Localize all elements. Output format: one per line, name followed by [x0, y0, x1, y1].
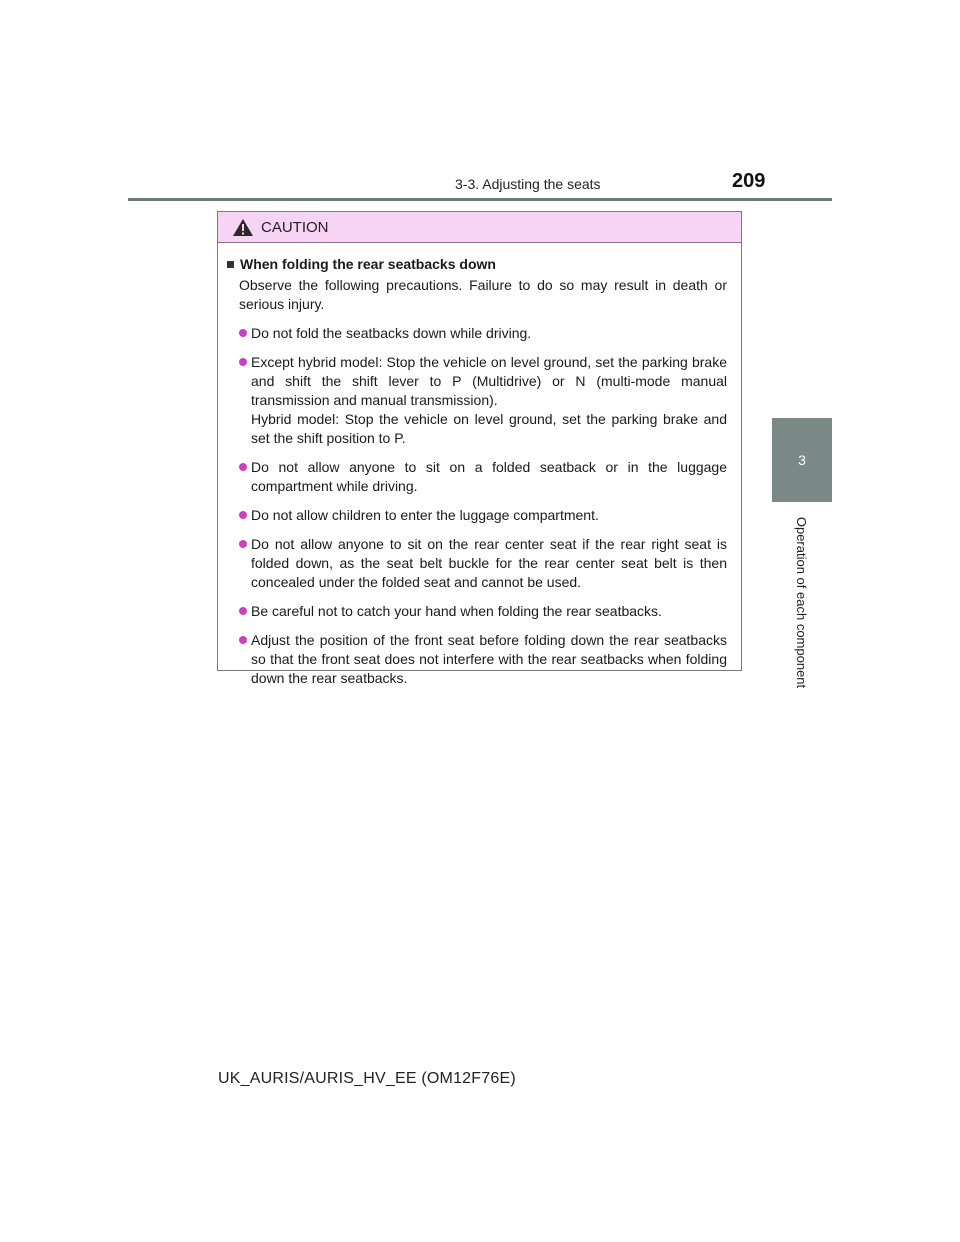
caution-item: [239, 458, 727, 496]
chapter-title-text: Operation of each component: [794, 516, 810, 688]
caution-item-paragraph: Do not allow anyone to sit on the rear center seat if the rear right seat is folded down, as the seat belt buckle for the rear center seat belt is then concealed under the folded seat and cannot be used.: [251, 536, 727, 590]
caution-item-text: [251, 535, 727, 592]
caution-item-text: [251, 324, 727, 343]
caution-item: [239, 324, 727, 343]
bullet-dot-icon: [239, 358, 247, 366]
model-code: UK_AURIS/AURIS_HV_EE (OM12F76E): [218, 1070, 516, 1087]
header-divider: [128, 198, 832, 201]
caution-item: [239, 506, 727, 525]
caution-item-paragraph: Except hybrid model: Stop the vehicle on level ground, set the parking brake and shift the shift lever to P (Multidrive) or N (multi-mode manual transmission and manual transmission).: [251, 354, 727, 408]
caution-intro: Observe the following precautions. Failure to do so may result in death or serious injury.: [239, 277, 727, 312]
square-bullet-icon: [227, 261, 234, 268]
caution-item-paragraph: Be careful not to catch your hand when folding the rear seatbacks.: [251, 603, 662, 619]
caution-item-paragraph: Do not allow children to enter the luggage compartment.: [251, 507, 599, 523]
chapter-tab-title: [772, 504, 832, 700]
caution-item-paragraph: Do not allow anyone to sit on a folded seatback or in the luggage compartment while driving.: [251, 459, 727, 494]
caution-heading-text: When folding the rear seatbacks down: [240, 256, 496, 272]
caution-header: [218, 212, 741, 243]
bullet-dot-icon: [239, 540, 247, 548]
caution-item-text: [251, 458, 727, 496]
caution-item: [239, 535, 727, 592]
caution-item-text: [251, 602, 727, 621]
bullet-dot-icon: [239, 329, 247, 337]
page-number: 209: [732, 170, 766, 192]
caution-item-paragraph: Adjust the position of the front seat before folding down the rear seatbacks so that the front seat does not interfere with the rear seatbacks when folding down the rear seatbacks.: [251, 632, 727, 686]
bullet-dot-icon: [239, 463, 247, 471]
caution-item-text: [251, 506, 727, 525]
section-title: 3-3. Adjusting the seats: [455, 176, 601, 192]
caution-list: [225, 324, 727, 688]
caution-item: [239, 602, 727, 621]
warning-triangle-icon: [232, 218, 254, 237]
caution-item-paragraph: Do not fold the seatbacks down while driving.: [251, 325, 532, 341]
caution-body: [218, 243, 741, 688]
caution-item-paragraph: Hybrid model: Stop the vehicle on level ground, set the parking brake and set the shift position to P.: [251, 411, 727, 446]
caution-item: [239, 353, 727, 448]
caution-label: CAUTION: [261, 218, 329, 236]
caution-box: [217, 211, 742, 686]
chapter-tab-number: 3: [772, 418, 832, 502]
bullet-dot-icon: [239, 511, 247, 519]
bullet-dot-icon: [239, 636, 247, 644]
caution-heading: [225, 255, 727, 274]
caution-item: [239, 631, 727, 688]
caution-item-text: [251, 353, 727, 448]
caution-item-text: [251, 631, 727, 688]
bullet-dot-icon: [239, 607, 247, 615]
